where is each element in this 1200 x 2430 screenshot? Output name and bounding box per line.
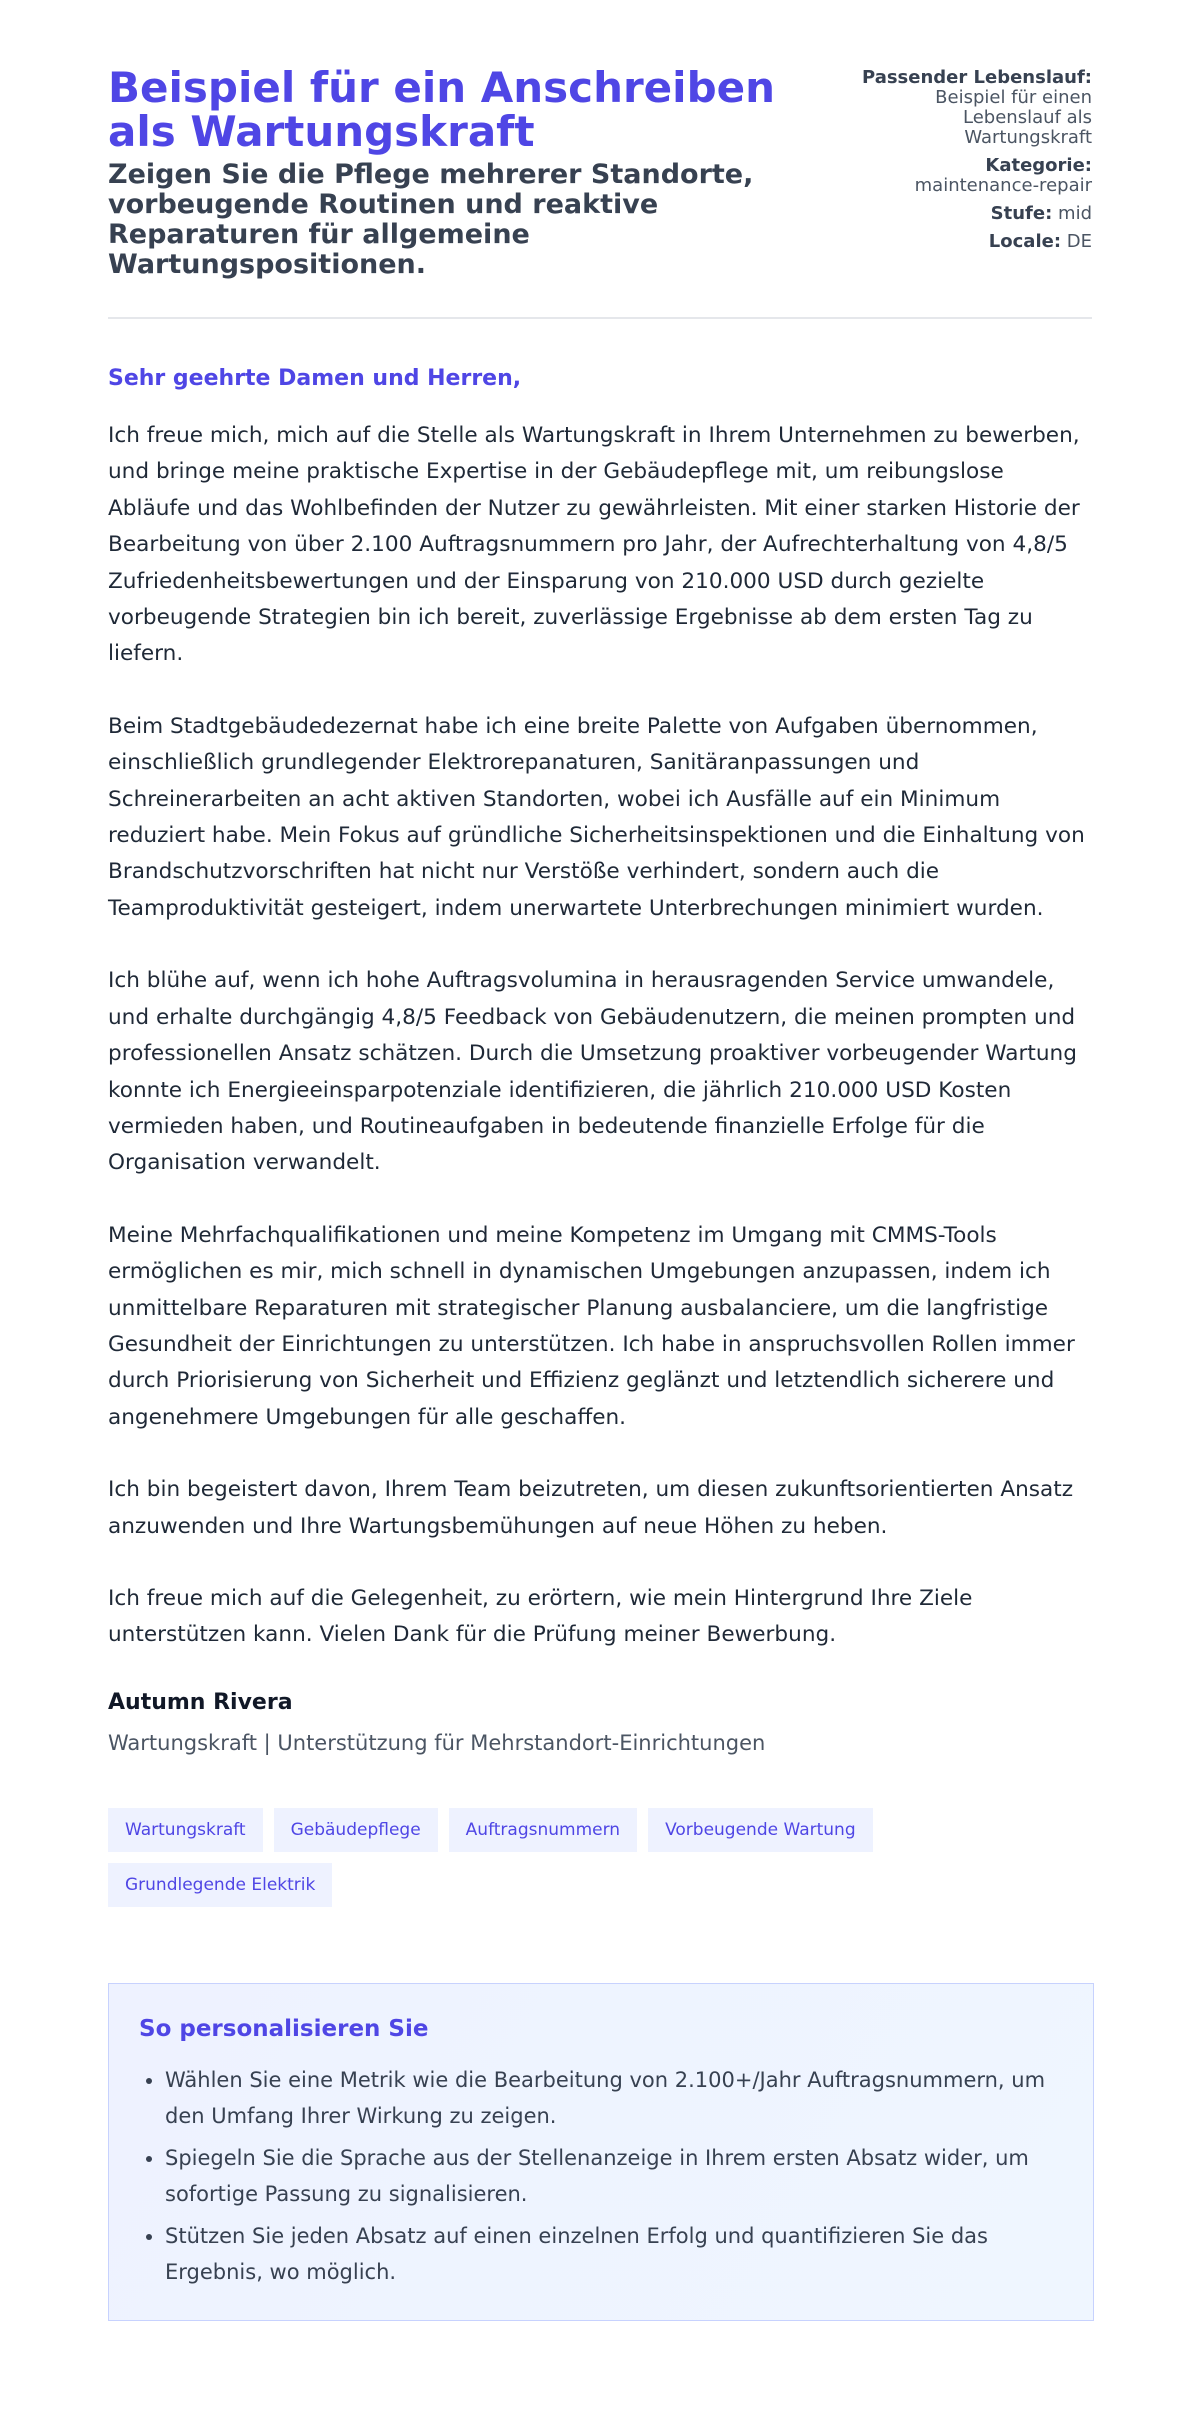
meta-category-label: Kategorie: [985,155,1092,176]
keyword-tags [108,1808,938,1907]
letter-paragraph: Meine Mehrfachqualifikationen und meine Kompetenz im Umgang mit CMMS-Tools ermöglichen es mir, mich schnell in dynamischen Umgebungen anzupassen, indem ich unmittelbare Reparaturen mit strategischer Planung ausbalanciere, um die langfristige Gesundheit der Einrichtungen zu unterstützen. Ich habe in anspruchsvollen Rollen immer durch Priorisierung von Sicherheit und Effizienz geglänzt und letztendlich sicherere und angenehmere Umgebungen für alle geschaffen. [108,1222,1075,1430]
signature-name: Autumn Rivera [108,1689,293,1715]
tip-item: • Wählen Sie eine Metrik wie die Bearbeitung von 2.100+/Jahr Auftragsnummern, um den Umfang Ihrer Wirkung zu zeigen. [165,2062,1063,2134]
keyword-tag: Auftragsnummern [449,1808,637,1852]
personalization-tips [108,1983,1094,2321]
tips-list [139,2062,1063,2290]
tip-item: • Spiegeln Sie die Sprache aus der Stellenanzeige in Ihrem ersten Absatz wider, um sofortige Passung zu signalisieren. [165,2140,1063,2212]
letter-paragraph: Ich bin begeistert davon, Ihrem Team beizutreten, um diesen zukunftsorientierten Ansatz anzuwenden und Ihre Wartungsbemühungen auf neue Höhen zu heben. [108,1477,1074,1539]
meta-resume-label: Passender Lebenslauf: [861,67,1092,88]
signature-role: Wartungskraft | Unterstützung für Mehrstandort-Einrichtungen [108,1730,766,1755]
letter-paragraph: Ich freue mich auf die Gelegenheit, zu erörtern, wie mein Hintergrund Ihre Ziele unterstützen kann. Vielen Dank für die Prüfung meiner Bewerbung. [108,1585,973,1648]
meta-locale [856,232,1092,252]
meta-level [856,204,1092,224]
page-title: Beispiel für ein Anschreiben als Wartungskraft [108,63,776,156]
tip-item: • Stützen Sie jeden Absatz auf einen einzelnen Erfolg und quantifizieren Sie das Ergebnis, wo möglich. [165,2218,1063,2290]
header-divider [108,317,1092,319]
keyword-tag: Gebäudepflege [274,1808,438,1852]
letter-salutation: Sehr geehrte Damen und Herren, [108,366,522,391]
page-header [108,63,1092,280]
meta-category-value: maintenance-repair [914,175,1092,196]
meta-level-value: mid [1058,203,1092,224]
keyword-tag: Grundlegende Elektrik [108,1863,332,1907]
letter-paragraph: Beim Stadtgebäudedezernat habe ich eine breite Palette von Aufgaben übernommen, einschließlich grundlegender Elektrorepanaturen, Sanitäranpassungen und Schreinerarbeiten an acht aktiven Standorten, wobei ich Ausfälle auf ein Minimum reduziert habe. Mein Fokus auf gründliche Sicherheitsinspektionen und die Einhaltung von Brandschutzvorschriften hat nicht nur Verstöße verhindert, sondern auch die Teamproduktivität gesteigert, indem unerwartete Unterbrechungen minimiert wurden. [108,713,1085,921]
meta-category [856,156,1092,196]
keyword-tag: Wartungskraft [108,1808,263,1852]
signature-block [108,1690,1092,1756]
letter-body [108,418,1092,1654]
meta-locale-value: DE [1066,231,1092,252]
letter-paragraph: Ich freue mich, mich auf die Stelle als Wartungskraft in Ihrem Unternehmen zu bewerben, und bringe meine praktische Expertise in der Gebäudepflege mit, um reibungslose Abläufe und das Wohlbefinden der Nutzer zu gewährleisten. Mit einer starken Historie der Bearbeitung von über 2.100 Auftragsnummern pro Jahr, der Aufrechterhaltung von 4,8/5 Zufriedenheitsbewertungen und der Einsparung von 210.000 USD durch gezielte vorbeugende Strategien bin ich bereit, zuverlässige Ergebnisse ab dem ersten Tag zu liefern. [108,423,1080,667]
meta-panel [856,66,1092,260]
meta-locale-label: Locale: [988,231,1062,252]
meta-resume [856,68,1092,148]
meta-resume-value: Beispiel für einen Lebenslauf als Wartungskraft [935,87,1092,148]
keyword-tag: Vorbeugende Wartung [648,1808,873,1852]
tips-title: So personalisieren Sie [139,2015,429,2042]
letter-paragraph: Ich blühe auf, wenn ich hohe Auftragsvolumina in herausragenden Service umwandele, und erhalte durchgängig 4,8/5 Feedback von Gebäudenutzern, die meinen prompten und professionellen Ansatz schätzen. Durch die Umsetzung proaktiver vorbeugender Wartung konnte ich Energieeinsparpotenziale identifizieren, die jährlich 210.000 USD Kosten vermieden haben, und Routineaufgaben in bedeutende finanzielle Erfolge für die Organisation verwandelt. [108,968,1077,1176]
header-titles [108,63,856,280]
page-subtitle: Zeigen Sie die Pflege mehrerer Standorte, vorbeugende Routinen und reaktive Reparaturen für allgemeine Wartungspositionen. [108,159,754,280]
meta-level-label: Stufe: [990,203,1053,224]
